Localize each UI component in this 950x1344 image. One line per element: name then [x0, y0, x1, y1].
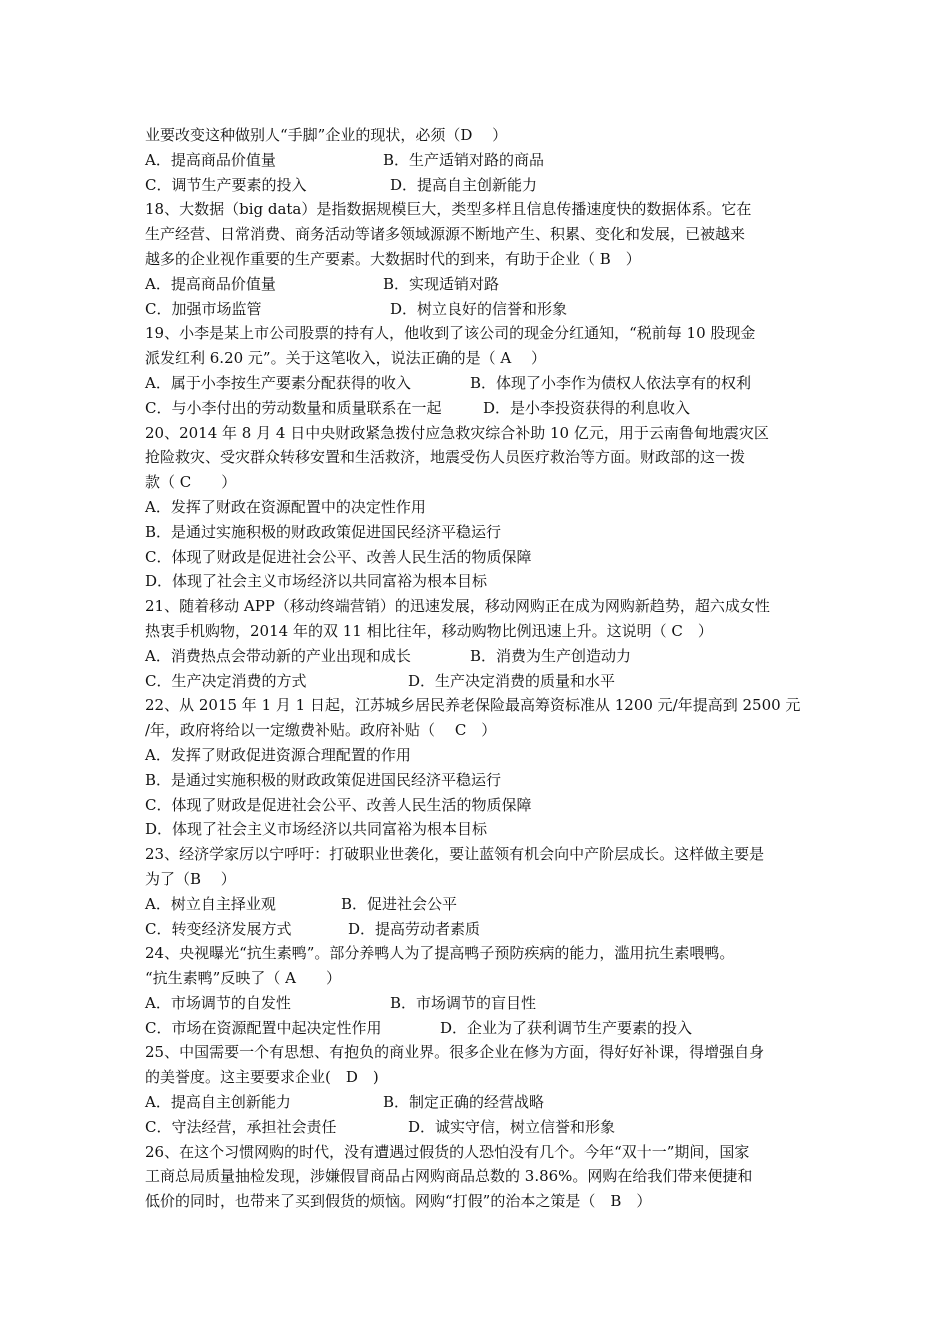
text-line: 越多的企业视作重要的生产要素。大数据时代的到来，有助于企业（ B ） [145, 249, 641, 268]
text-line: 22、从 2015 年 1 月 1 日起，江苏城乡居民养老保险最高筹资标准从 1200 元/年提高到 2500 元 [145, 696, 801, 715]
text-line: A．发挥了财政在资源配置中的决定性作用 [145, 497, 426, 516]
text-line: D．体现了社会主义市场经济以共同富裕为根本目标 [145, 820, 488, 839]
option-text: C．转变经济发展方式 [145, 919, 292, 938]
option-row [145, 1115, 810, 1140]
text-line: 为了（B ） [145, 869, 236, 888]
option-text: D．生产决定消费的质量和水平 [408, 671, 616, 690]
option-text: C．加强市场监管 [145, 299, 262, 318]
document-text [145, 123, 810, 1214]
option-text: A．属于小李按生产要素分配获得的收入 [145, 373, 411, 392]
option-text: D．树立良好的信誉和形象 [390, 299, 568, 318]
option-row [145, 272, 810, 297]
option-row [145, 1016, 810, 1041]
text-line: 业要改变这种做别人“手脚”企业的现状，必须（D ） [145, 126, 508, 144]
option-row [145, 1090, 810, 1115]
text-line: C．体现了财政是促进社会公平、改善人民生活的物质保障 [145, 547, 532, 566]
option-row [145, 371, 810, 396]
text-line: “抗生素鸭”反映了（ A ） [145, 969, 341, 988]
text-line: 26、在这个习惯网购的时代，没有遭遇过假货的人恐怕没有几个。今年“双十一”期间，国家 [145, 1142, 750, 1161]
option-text: B．制定正确的经营战略 [383, 1093, 545, 1112]
text-line: 热衷手机购物，2014 年的双 11 相比往年，移动购物比例迅速上升。这说明（ C ） [145, 621, 713, 640]
option-text: A．市场调节的自发性 [145, 993, 291, 1012]
text-line: 21、随着移动 APP（移动终端营销）的迅速发展，移动网购正在成为网购新趋势，超六成女性 [145, 597, 770, 616]
text-line: 工商总局质量抽检发现，涉嫌假冒商品占网购商品总数的 3.86%。网购在给我们带来便捷和 [145, 1167, 753, 1186]
text-line: 18、大数据（big data）是指数据规模巨大，类型多样且信息传播速度快的数据体系。它在 [145, 200, 752, 219]
option-text: A．提高自主创新能力 [145, 1093, 291, 1112]
text-line: C．体现了财政是促进社会公平、改善人民生活的物质保障 [145, 795, 532, 814]
text-line: 抢险救灾、受灾群众转移安置和生活救济，地震受伤人员医疗救治等方面。财政部的这一拨 [145, 448, 746, 467]
option-text: C．调节生产要素的投入 [145, 175, 307, 194]
option-row [145, 991, 810, 1016]
option-text: C．市场在资源配置中起决定性作用 [145, 1018, 382, 1037]
option-text: D．企业为了获利调节生产要素的投入 [440, 1018, 693, 1037]
option-row [145, 917, 810, 942]
option-text: B．市场调节的盲目性 [390, 993, 537, 1012]
option-row [145, 173, 810, 198]
option-text: B．实现适销对路 [383, 274, 500, 293]
option-text: D．提高劳动者素质 [348, 919, 481, 938]
text-line: 19、小李是某上市公司股票的持有人，他收到了该公司的现金分红通知，“税前每 10 股现金 [145, 324, 756, 343]
option-text: B．促进社会公平 [341, 894, 458, 913]
text-line: B．是通过实施积极的财政政策促进国民经济平稳运行 [145, 522, 502, 541]
option-text: A．消费热点会带动新的产业出现和成长 [145, 646, 411, 665]
option-text: B．体现了小李作为债权人依法享有的权利 [470, 373, 752, 392]
text-line: 24、央视曝光“抗生素鸭”。部分养鸭人为了提高鸭子预防疾病的能力，滥用抗生素喂鸭。 [145, 944, 735, 963]
option-text: C．守法经营，承担社会责任 [145, 1117, 337, 1136]
text-line: 20、2014 年 8 月 4 日中央财政紧急拨付应急救灾综合补助 10 亿元，用于云南鲁甸地震灾区 [145, 423, 769, 442]
text-line: /年，政府将给以一定缴费补贴。政府补贴（ C ） [145, 721, 497, 740]
option-row [145, 669, 810, 694]
option-text: C．与小李付出的劳动数量和质量联系在一起 [145, 398, 442, 417]
option-text: A．树立自主择业观 [145, 894, 276, 913]
text-line: 款（ C ） [145, 473, 237, 492]
option-text: B．生产适销对路的商品 [383, 150, 545, 169]
option-text: C．生产决定消费的方式 [145, 671, 307, 690]
option-text: A．提高商品价值量 [145, 274, 276, 293]
option-text: D．是小李投资获得的利息收入 [483, 398, 691, 417]
text-line: B．是通过实施积极的财政政策促进国民经济平稳运行 [145, 770, 502, 789]
text-line: 生产经营、日常消费、商务活动等诸多领域源源不断地产生、积累、变化和发展，已被越来 [145, 225, 746, 244]
text-line: A．发挥了财政促进资源合理配置的作用 [145, 745, 411, 764]
option-row [145, 297, 810, 322]
option-row [145, 644, 810, 669]
text-line: D．体现了社会主义市场经济以共同富裕为根本目标 [145, 572, 488, 591]
option-row [145, 892, 810, 917]
text-line: 25、中国需要一个有思想、有抱负的商业界。很多企业在修为方面，得好好补课，得增强自身 [145, 1043, 765, 1062]
option-text: D．提高自主创新能力 [390, 175, 538, 194]
option-row [145, 396, 810, 421]
text-line: 派发红利 6.20 元”。关于这笔收入，说法正确的是（ A ） [145, 349, 546, 368]
text-line: 低价的同时，也带来了买到假货的烦恼。网购“打假”的治本之策是（ B ） [145, 1192, 652, 1211]
option-text: A．提高商品价值量 [145, 150, 276, 169]
option-text: D．诚实守信，树立信誉和形象 [408, 1117, 616, 1136]
text-line: 23、经济学家厉以宁呼吁：打破职业世袭化，要让蓝领有机会向中产阶层成长。这样做主要是 [145, 845, 765, 864]
text-line: 的美誉度。这主要要求企业( D ) [145, 1068, 379, 1087]
option-text: B．消费为生产创造动力 [470, 646, 632, 665]
option-row [145, 148, 810, 173]
